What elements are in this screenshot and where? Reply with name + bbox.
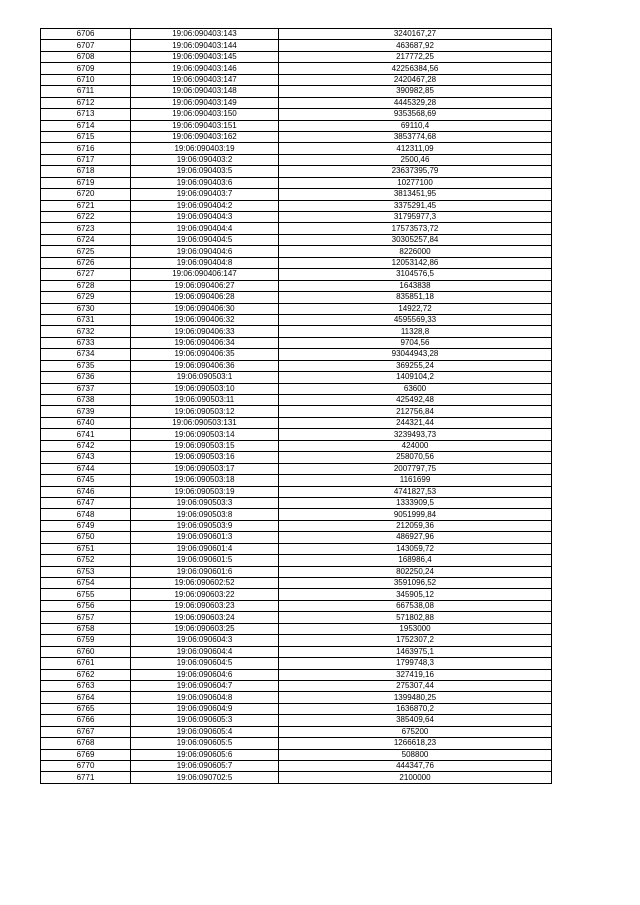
row-number-cell: 6719 — [41, 177, 131, 188]
cadastral-number-cell: 19:06:090605:6 — [131, 749, 279, 760]
value-cell: 571802,88 — [279, 612, 552, 623]
row-number-cell: 6761 — [41, 658, 131, 669]
row-number-cell: 6736 — [41, 372, 131, 383]
table-row — [41, 257, 552, 268]
table-row — [41, 154, 552, 165]
value-cell: 9353568,69 — [279, 109, 552, 120]
table-row — [41, 555, 552, 566]
table-row — [41, 177, 552, 188]
cadastral-number-cell: 19:06:090503:11 — [131, 395, 279, 406]
cadastral-number-cell: 19:06:090603:24 — [131, 612, 279, 623]
cadastral-number-cell: 19:06:090403:149 — [131, 97, 279, 108]
cadastral-number-cell: 19:06:090403:145 — [131, 51, 279, 62]
table-row — [41, 372, 552, 383]
value-cell: 3375291,45 — [279, 200, 552, 211]
row-number-cell: 6724 — [41, 234, 131, 245]
value-cell: 385409,64 — [279, 715, 552, 726]
row-number-cell: 6717 — [41, 154, 131, 165]
cadastral-number-cell: 19:06:090605:5 — [131, 738, 279, 749]
value-cell: 217772,25 — [279, 51, 552, 62]
cadastral-number-cell: 19:06:090604:3 — [131, 635, 279, 646]
cadastral-number-cell: 19:06:090503:1 — [131, 372, 279, 383]
value-cell: 31795977,3 — [279, 212, 552, 223]
value-cell: 1409104,2 — [279, 372, 552, 383]
value-cell: 2420467,28 — [279, 74, 552, 85]
row-number-cell: 6747 — [41, 497, 131, 508]
table-body — [41, 29, 552, 784]
table-row — [41, 63, 552, 74]
cadastral-number-cell: 19:06:090503:18 — [131, 475, 279, 486]
cadastral-number-cell: 19:06:090404:5 — [131, 234, 279, 245]
table-row — [41, 772, 552, 783]
table-row — [41, 212, 552, 223]
value-cell: 11328,8 — [279, 326, 552, 337]
value-cell: 1636870,2 — [279, 703, 552, 714]
table-row — [41, 97, 552, 108]
cadastral-number-cell: 19:06:090503:15 — [131, 440, 279, 451]
cadastral-number-cell: 19:06:090604:6 — [131, 669, 279, 680]
cadastral-number-cell: 19:06:090404:8 — [131, 257, 279, 268]
row-number-cell: 6731 — [41, 314, 131, 325]
row-number-cell: 6743 — [41, 452, 131, 463]
row-number-cell: 6730 — [41, 303, 131, 314]
row-number-cell: 6754 — [41, 578, 131, 589]
row-number-cell: 6755 — [41, 589, 131, 600]
value-cell: 3591096,52 — [279, 578, 552, 589]
row-number-cell: 6734 — [41, 349, 131, 360]
cadastral-number-cell: 19:06:090503:14 — [131, 429, 279, 440]
table-row — [41, 692, 552, 703]
table-row — [41, 646, 552, 657]
value-cell: 275307,44 — [279, 680, 552, 691]
table-row — [41, 600, 552, 611]
value-cell: 1752307,2 — [279, 635, 552, 646]
row-number-cell: 6745 — [41, 475, 131, 486]
table-row — [41, 234, 552, 245]
row-number-cell: 6750 — [41, 532, 131, 543]
value-cell: 667538,08 — [279, 600, 552, 611]
table-row — [41, 497, 552, 508]
table-row — [41, 509, 552, 520]
table-row — [41, 578, 552, 589]
cadastral-number-cell: 19:06:090702:5 — [131, 772, 279, 783]
value-cell: 244321,44 — [279, 417, 552, 428]
row-number-cell: 6707 — [41, 40, 131, 51]
cadastral-number-cell: 19:06:090406:30 — [131, 303, 279, 314]
row-number-cell: 6752 — [41, 555, 131, 566]
value-cell: 14922,72 — [279, 303, 552, 314]
value-cell: 143059,72 — [279, 543, 552, 554]
table-row — [41, 612, 552, 623]
cadastral-number-cell: 19:06:090503:16 — [131, 452, 279, 463]
row-number-cell: 6757 — [41, 612, 131, 623]
cadastral-number-cell: 19:06:090404:6 — [131, 246, 279, 257]
cadastral-number-cell: 19:06:090403:148 — [131, 86, 279, 97]
cadastral-number-cell: 19:06:090601:6 — [131, 566, 279, 577]
value-cell: 4595569,33 — [279, 314, 552, 325]
value-cell: 10277100 — [279, 177, 552, 188]
table-row — [41, 486, 552, 497]
row-number-cell: 6746 — [41, 486, 131, 497]
value-cell: 1161699 — [279, 475, 552, 486]
row-number-cell: 6716 — [41, 143, 131, 154]
table-row — [41, 761, 552, 772]
row-number-cell: 6764 — [41, 692, 131, 703]
value-cell: 212059,36 — [279, 520, 552, 531]
row-number-cell: 6729 — [41, 292, 131, 303]
row-number-cell: 6710 — [41, 74, 131, 85]
row-number-cell: 6732 — [41, 326, 131, 337]
row-number-cell: 6718 — [41, 166, 131, 177]
row-number-cell: 6763 — [41, 680, 131, 691]
value-cell: 1463975,1 — [279, 646, 552, 657]
cadastral-number-cell: 19:06:090404:4 — [131, 223, 279, 234]
table-row — [41, 280, 552, 291]
cadastral-number-cell: 19:06:090503:17 — [131, 463, 279, 474]
cadastral-number-cell: 19:06:090404:3 — [131, 212, 279, 223]
table-row — [41, 303, 552, 314]
cadastral-number-cell: 19:06:090404:2 — [131, 200, 279, 211]
cadastral-number-cell: 19:06:090604:7 — [131, 680, 279, 691]
row-number-cell: 6766 — [41, 715, 131, 726]
cadastral-number-cell: 19:06:090403:146 — [131, 63, 279, 74]
row-number-cell: 6749 — [41, 520, 131, 531]
row-number-cell: 6711 — [41, 86, 131, 97]
value-cell: 63600 — [279, 383, 552, 394]
value-cell: 424000 — [279, 440, 552, 451]
row-number-cell: 6742 — [41, 440, 131, 451]
row-number-cell: 6720 — [41, 189, 131, 200]
cadastral-number-cell: 19:06:090403:144 — [131, 40, 279, 51]
cadastral-number-cell: 19:06:090403:5 — [131, 166, 279, 177]
value-cell: 508800 — [279, 749, 552, 760]
cadastral-number-cell: 19:06:090403:162 — [131, 131, 279, 142]
row-number-cell: 6727 — [41, 269, 131, 280]
cadastral-number-cell: 19:06:090602:52 — [131, 578, 279, 589]
cadastral-number-cell: 19:06:090406:147 — [131, 269, 279, 280]
table-row — [41, 223, 552, 234]
cadastral-number-cell: 19:06:090605:3 — [131, 715, 279, 726]
cadastral-number-cell: 19:06:090503:8 — [131, 509, 279, 520]
cadastral-number-cell: 19:06:090601:3 — [131, 532, 279, 543]
cadastral-number-cell: 19:06:090403:6 — [131, 177, 279, 188]
cadastral-number-cell: 19:06:090403:7 — [131, 189, 279, 200]
row-number-cell: 6771 — [41, 772, 131, 783]
value-cell: 345905,12 — [279, 589, 552, 600]
table-row — [41, 749, 552, 760]
value-cell: 3239493,73 — [279, 429, 552, 440]
value-cell: 444347,76 — [279, 761, 552, 772]
row-number-cell: 6709 — [41, 63, 131, 74]
row-number-cell: 6726 — [41, 257, 131, 268]
cadastral-number-cell: 19:06:090604:8 — [131, 692, 279, 703]
table-row — [41, 120, 552, 131]
row-number-cell: 6767 — [41, 726, 131, 737]
row-number-cell: 6760 — [41, 646, 131, 657]
data-table — [40, 28, 552, 784]
cadastral-number-cell: 19:06:090406:36 — [131, 360, 279, 371]
value-cell: 1266618,23 — [279, 738, 552, 749]
table-row — [41, 475, 552, 486]
value-cell: 2007797,75 — [279, 463, 552, 474]
row-number-cell: 6738 — [41, 395, 131, 406]
table-row — [41, 680, 552, 691]
table-row — [41, 131, 552, 142]
table-row — [41, 566, 552, 577]
value-cell: 69110,4 — [279, 120, 552, 131]
table-row — [41, 326, 552, 337]
row-number-cell: 6759 — [41, 635, 131, 646]
table-row — [41, 314, 552, 325]
row-number-cell: 6733 — [41, 337, 131, 348]
cadastral-number-cell: 19:06:090603:23 — [131, 600, 279, 611]
row-number-cell: 6714 — [41, 120, 131, 131]
row-number-cell: 6751 — [41, 543, 131, 554]
table-row — [41, 292, 552, 303]
value-cell: 1953000 — [279, 623, 552, 634]
row-number-cell: 6706 — [41, 29, 131, 40]
value-cell: 23637395,79 — [279, 166, 552, 177]
value-cell: 1643838 — [279, 280, 552, 291]
value-cell: 8226000 — [279, 246, 552, 257]
cadastral-number-cell: 19:06:090403:150 — [131, 109, 279, 120]
cadastral-number-cell: 19:06:090503:12 — [131, 406, 279, 417]
value-cell: 42256384,56 — [279, 63, 552, 74]
value-cell: 212756,84 — [279, 406, 552, 417]
table-row — [41, 623, 552, 634]
table-row — [41, 29, 552, 40]
table-row — [41, 246, 552, 257]
cadastral-number-cell: 19:06:090403:147 — [131, 74, 279, 85]
cadastral-number-cell: 19:06:090403:2 — [131, 154, 279, 165]
row-number-cell: 6728 — [41, 280, 131, 291]
row-number-cell: 6713 — [41, 109, 131, 120]
value-cell: 3104576,5 — [279, 269, 552, 280]
value-cell: 3240167,27 — [279, 29, 552, 40]
cadastral-number-cell: 19:06:090503:10 — [131, 383, 279, 394]
row-number-cell: 6739 — [41, 406, 131, 417]
table-row — [41, 200, 552, 211]
value-cell: 1333909,5 — [279, 497, 552, 508]
value-cell: 486927,96 — [279, 532, 552, 543]
row-number-cell: 6748 — [41, 509, 131, 520]
table-row — [41, 166, 552, 177]
table-row — [41, 417, 552, 428]
row-number-cell: 6765 — [41, 703, 131, 714]
cadastral-number-cell: 19:06:090604:4 — [131, 646, 279, 657]
row-number-cell: 6768 — [41, 738, 131, 749]
table-row — [41, 543, 552, 554]
table-row — [41, 520, 552, 531]
table-row — [41, 189, 552, 200]
value-cell: 390982,85 — [279, 86, 552, 97]
cadastral-number-cell: 19:06:090503:9 — [131, 520, 279, 531]
row-number-cell: 6756 — [41, 600, 131, 611]
value-cell: 30305257,84 — [279, 234, 552, 245]
value-cell: 3853774,68 — [279, 131, 552, 142]
value-cell: 258070,56 — [279, 452, 552, 463]
cadastral-number-cell: 19:06:090503:19 — [131, 486, 279, 497]
value-cell: 412311,09 — [279, 143, 552, 154]
value-cell: 12053142,86 — [279, 257, 552, 268]
table-row — [41, 726, 552, 737]
row-number-cell: 6762 — [41, 669, 131, 680]
value-cell: 168986,4 — [279, 555, 552, 566]
row-number-cell: 6758 — [41, 623, 131, 634]
cadastral-number-cell: 19:06:090601:4 — [131, 543, 279, 554]
value-cell: 835851,18 — [279, 292, 552, 303]
cadastral-number-cell: 19:06:090406:35 — [131, 349, 279, 360]
row-number-cell: 6725 — [41, 246, 131, 257]
cadastral-number-cell: 19:06:090406:27 — [131, 280, 279, 291]
value-cell: 3813451,95 — [279, 189, 552, 200]
cadastral-number-cell: 19:06:090403:151 — [131, 120, 279, 131]
table-row — [41, 440, 552, 451]
row-number-cell: 6740 — [41, 417, 131, 428]
row-number-cell: 6722 — [41, 212, 131, 223]
table-row — [41, 360, 552, 371]
table-row — [41, 269, 552, 280]
table-row — [41, 703, 552, 714]
table-row — [41, 635, 552, 646]
cadastral-number-cell: 19:06:090403:19 — [131, 143, 279, 154]
table-row — [41, 51, 552, 62]
row-number-cell: 6737 — [41, 383, 131, 394]
cadastral-number-cell: 19:06:090406:33 — [131, 326, 279, 337]
table-row — [41, 337, 552, 348]
table-row — [41, 349, 552, 360]
value-cell: 1399480,25 — [279, 692, 552, 703]
value-cell: 425492,48 — [279, 395, 552, 406]
value-cell: 369255,24 — [279, 360, 552, 371]
row-number-cell: 6721 — [41, 200, 131, 211]
value-cell: 93044943,28 — [279, 349, 552, 360]
value-cell: 1799748,3 — [279, 658, 552, 669]
cadastral-number-cell: 19:06:090604:9 — [131, 703, 279, 714]
row-number-cell: 6753 — [41, 566, 131, 577]
cadastral-number-cell: 19:06:090605:7 — [131, 761, 279, 772]
table-row — [41, 452, 552, 463]
row-number-cell: 6735 — [41, 360, 131, 371]
table-row — [41, 395, 552, 406]
cadastral-number-cell: 19:06:090503:131 — [131, 417, 279, 428]
row-number-cell: 6712 — [41, 97, 131, 108]
value-cell: 802250,24 — [279, 566, 552, 577]
table-row — [41, 738, 552, 749]
row-number-cell: 6770 — [41, 761, 131, 772]
table-row — [41, 406, 552, 417]
row-number-cell: 6723 — [41, 223, 131, 234]
cadastral-number-cell: 19:06:090503:3 — [131, 497, 279, 508]
value-cell: 327419,16 — [279, 669, 552, 680]
table-row — [41, 429, 552, 440]
value-cell: 4741827,53 — [279, 486, 552, 497]
table-row — [41, 40, 552, 51]
cadastral-number-cell: 19:06:090406:32 — [131, 314, 279, 325]
value-cell: 2100000 — [279, 772, 552, 783]
cadastral-number-cell: 19:06:090605:4 — [131, 726, 279, 737]
table-row — [41, 86, 552, 97]
table-row — [41, 532, 552, 543]
value-cell: 463687,92 — [279, 40, 552, 51]
value-cell: 675200 — [279, 726, 552, 737]
table-row — [41, 74, 552, 85]
table-row — [41, 109, 552, 120]
cadastral-number-cell: 19:06:090406:28 — [131, 292, 279, 303]
value-cell: 9704,56 — [279, 337, 552, 348]
row-number-cell: 6715 — [41, 131, 131, 142]
cadastral-number-cell: 19:06:090403:143 — [131, 29, 279, 40]
value-cell: 2500,46 — [279, 154, 552, 165]
table-row — [41, 589, 552, 600]
cadastral-number-cell: 19:06:090603:22 — [131, 589, 279, 600]
value-cell: 9051999,84 — [279, 509, 552, 520]
row-number-cell: 6769 — [41, 749, 131, 760]
table-row — [41, 715, 552, 726]
table-row — [41, 383, 552, 394]
table-row — [41, 669, 552, 680]
table-row — [41, 463, 552, 474]
cadastral-number-cell: 19:06:090406:34 — [131, 337, 279, 348]
row-number-cell: 6741 — [41, 429, 131, 440]
row-number-cell: 6744 — [41, 463, 131, 474]
cadastral-number-cell: 19:06:090601:5 — [131, 555, 279, 566]
value-cell: 17573573,72 — [279, 223, 552, 234]
row-number-cell: 6708 — [41, 51, 131, 62]
table-row — [41, 658, 552, 669]
value-cell: 4445329,28 — [279, 97, 552, 108]
table-row — [41, 143, 552, 154]
cadastral-number-cell: 19:06:090604:5 — [131, 658, 279, 669]
cadastral-number-cell: 19:06:090603:25 — [131, 623, 279, 634]
